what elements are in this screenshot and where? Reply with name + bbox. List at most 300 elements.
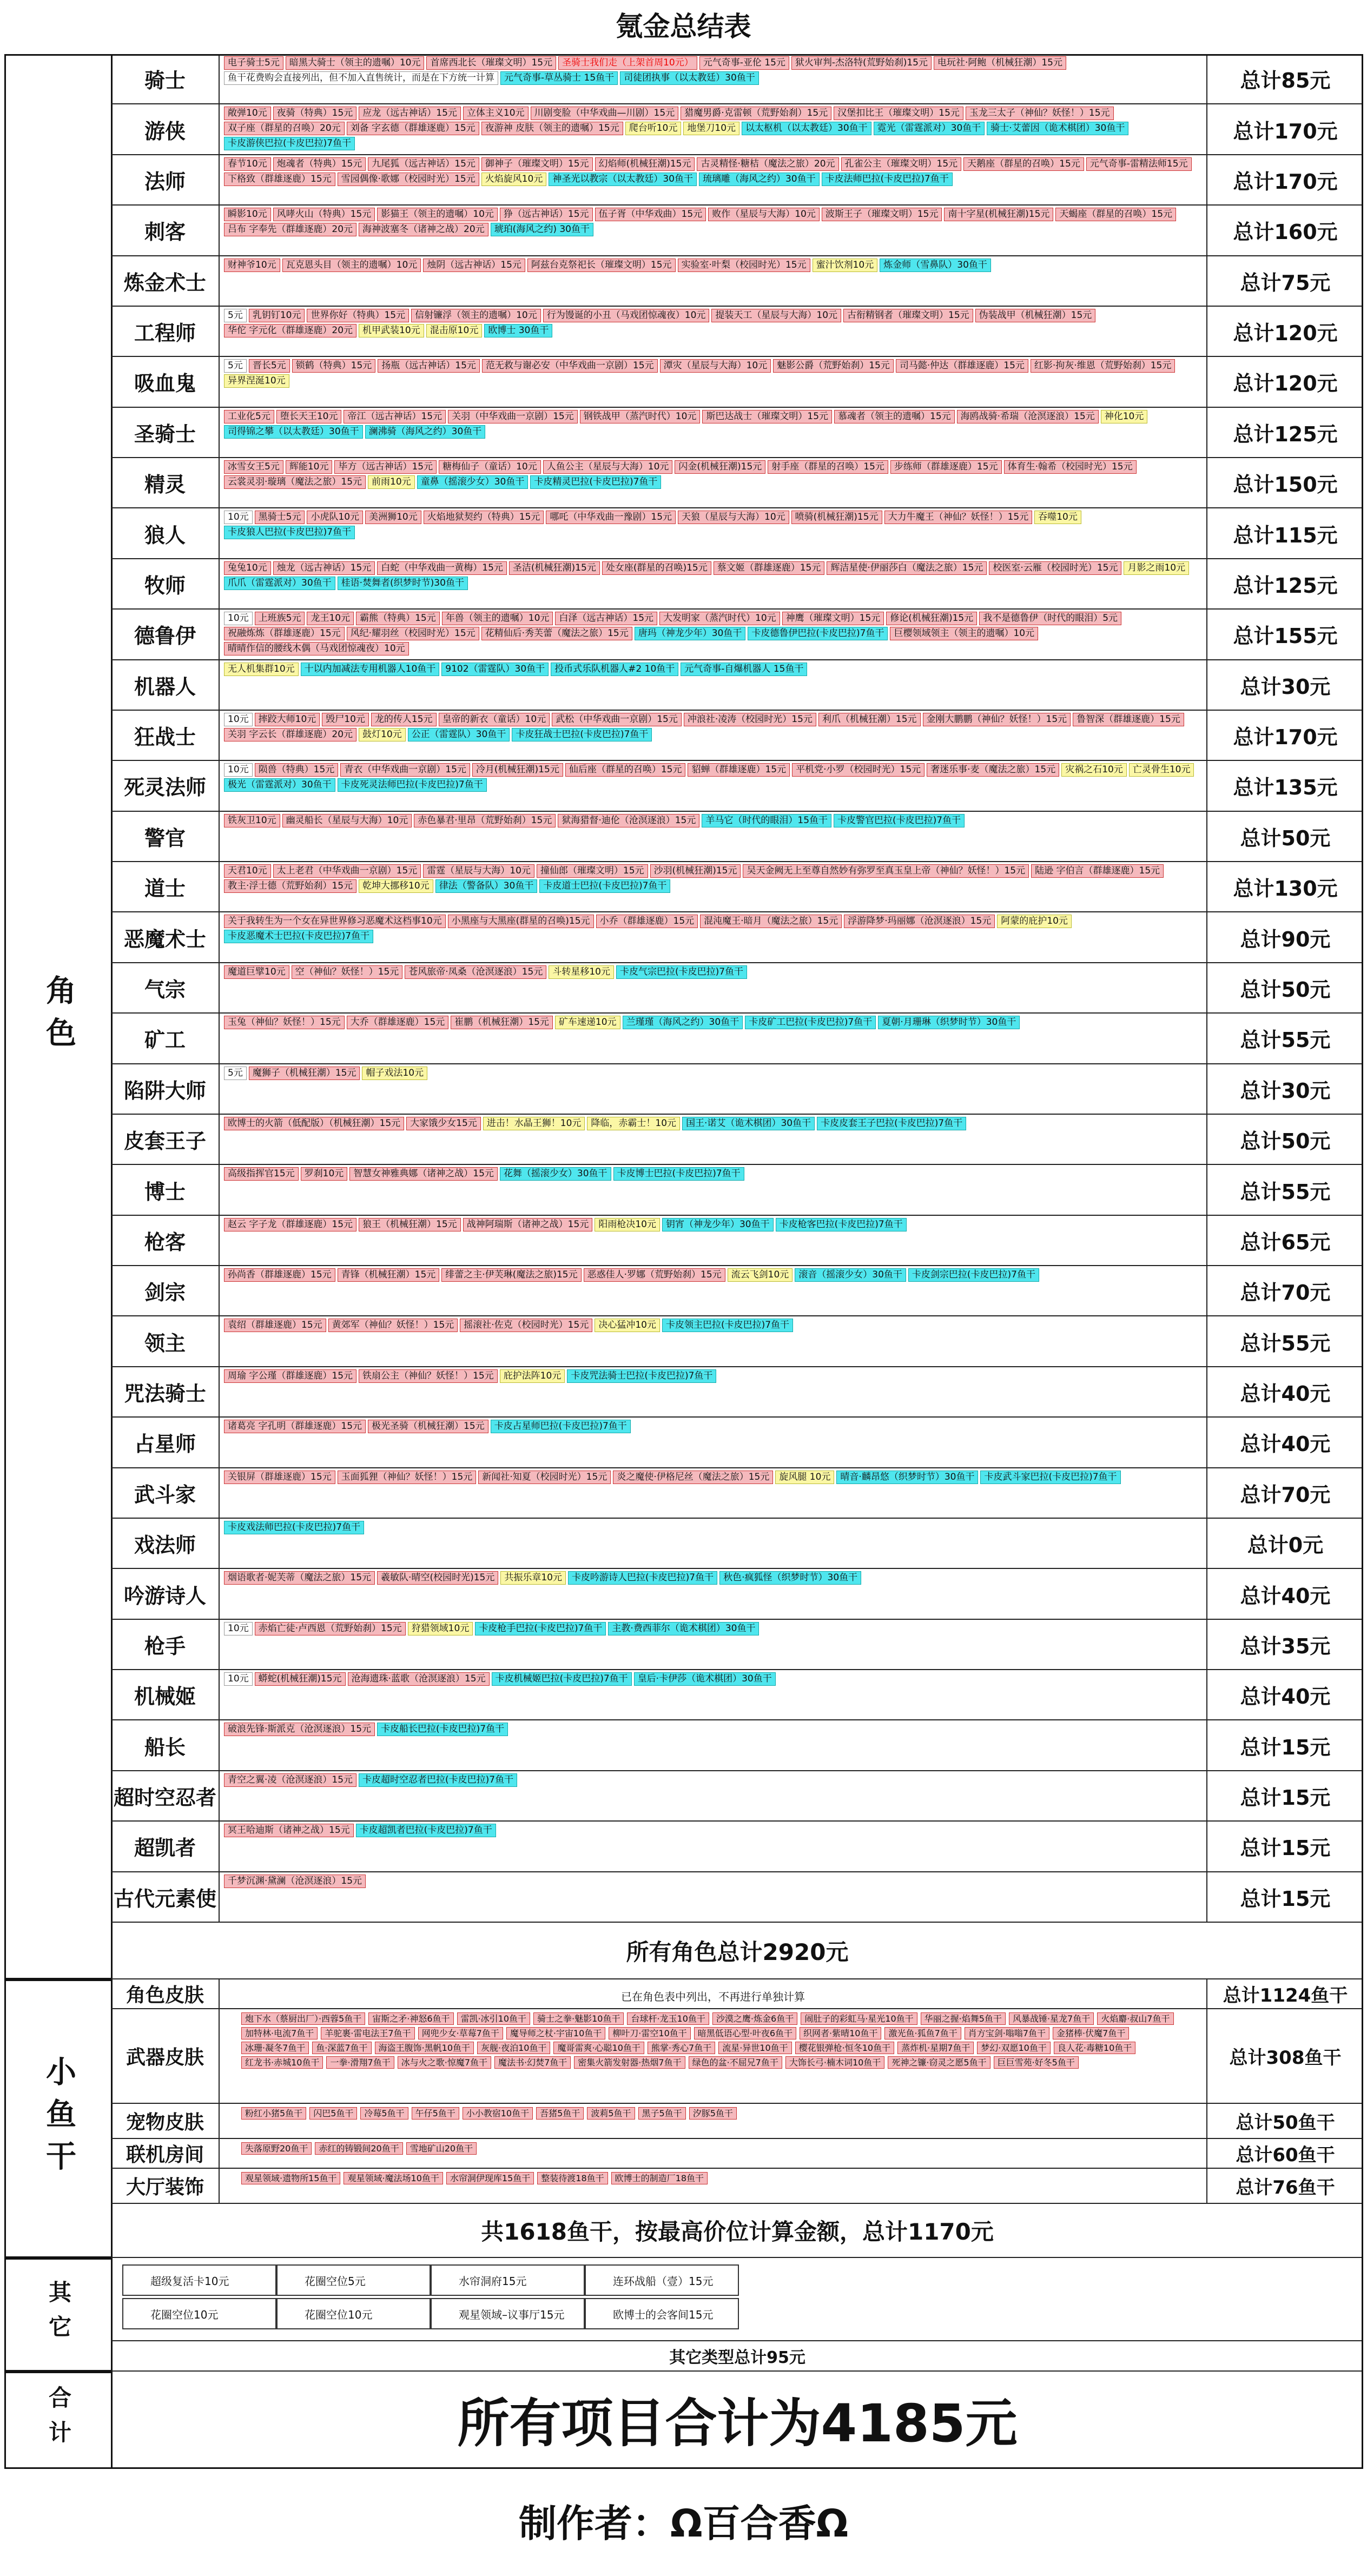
role-items	[220, 862, 1206, 911]
skin-item: 辉洁星使·伊丽莎白（魔法之旅）15元	[827, 561, 987, 575]
other-item: 欧博士的会客间15元	[585, 2298, 739, 2329]
role-total: 总计170元	[1206, 711, 1363, 760]
fish-item: 黑子5鱼干	[638, 2107, 686, 2120]
role-items	[220, 408, 1206, 457]
skin-item: 霸熊（特典）15元	[356, 612, 440, 625]
fish-total-cell: 总计50鱼干	[1206, 2104, 1363, 2138]
skin-item: 玉面狐狸（神仙？妖怪！）15元	[338, 1471, 477, 1484]
skin-item: 红影·拘灰·维恩（荒野始刹）15元	[1031, 359, 1175, 373]
fish-total-cell: 总计60鱼干	[1206, 2139, 1363, 2168]
skin-item: 龙王10元	[307, 612, 354, 625]
skin-item: 狰（远古神话）15元	[500, 208, 593, 221]
role-name: 剑宗	[111, 1266, 220, 1315]
skin-item: 乳钥钉10元	[249, 309, 305, 322]
skin-item: 大家饿少女15元	[406, 1117, 481, 1130]
role-items	[220, 1367, 1206, 1416]
skin-item: 狱火审判-杰洛特(荒野始刹)15元	[791, 56, 932, 70]
role-row	[111, 1014, 1363, 1064]
role-items	[220, 559, 1206, 608]
skin-item: 狱海猎督·迪伦（沧溟逐浪）15元	[558, 814, 699, 827]
skin-item: 蔡文姬（群雄逐鹿）15元	[714, 561, 825, 575]
fish-item: 波莉5鱼干	[587, 2107, 635, 2120]
fish-item: 一拳·滑翔7鱼干	[326, 2056, 394, 2069]
skin-item: 步练师（群雄逐鹿）15元	[890, 460, 1002, 474]
role-row	[111, 1216, 1363, 1266]
skin-item: 电子骑士5元	[224, 56, 283, 70]
skin-item: 世界你好（特典）15元	[307, 309, 409, 322]
skin-item: 关于我转生为一个女在异世界修习恶魔术这档事10元	[224, 915, 446, 928]
skin-item: 体育生·翰希（校园时光）15元	[1004, 460, 1137, 474]
fish-item: 午仔5鱼干	[412, 2107, 459, 2120]
role-name: 警官	[111, 812, 220, 861]
skin-item: 玉龙三太子（神仙？妖怪！）15元	[966, 107, 1114, 120]
skin-item: 卡皮警官巴拉(卡皮巴拉)7鱼干	[834, 814, 965, 827]
skin-item: 小乔（群雄逐鹿）15元	[596, 915, 698, 928]
skin-item: 鼓灯10元	[359, 728, 406, 741]
role-items	[220, 1216, 1206, 1265]
skin-item: 圣骑士我们走（上架首周10元）	[558, 56, 697, 70]
skin-item: 元气奇事-草丛骑士 15鱼干	[500, 71, 618, 85]
fish-item: 魔哥雷爽·心聪10鱼干	[553, 2042, 644, 2054]
skin-item: 川剧变脸（中华戏曲—川剧）15元	[531, 107, 679, 120]
role-name: 工程师	[111, 307, 220, 356]
fish-item: 巨巨雪苑·好冬5鱼干	[994, 2056, 1079, 2069]
role-row	[111, 1064, 1363, 1115]
skin-item: 闪金(机械狂潮)15元	[675, 460, 765, 474]
role-items	[220, 610, 1206, 659]
fish-item: 冰珊·凝冬7鱼干	[241, 2042, 309, 2054]
role-total: 总计85元	[1206, 54, 1363, 103]
skin-item: 卡皮剑宗巴拉(卡皮巴拉)7鱼干	[908, 1268, 1039, 1282]
skin-item: 天君10元	[224, 864, 271, 878]
role-items	[220, 508, 1206, 558]
skin-item: 破浪先锋·斯派克（沧溟逐浪）15元	[224, 1723, 375, 1736]
skin-item: 白泽（远古神话）15元	[555, 612, 657, 625]
skin-item: 元气奇事-雷精法师15元	[1086, 157, 1192, 171]
skin-item: 烛阴（远古神话）15元	[423, 259, 525, 272]
fish-item: 风暴战锤·星龙7鱼干	[1009, 2012, 1094, 2025]
role-total: 总计125元	[1206, 559, 1363, 608]
skin-item: 电玩社·阿鲍（机械狂潮）15元	[934, 56, 1066, 70]
role-row	[111, 1468, 1363, 1519]
role-total: 总计30元	[1206, 660, 1363, 710]
fish-items	[220, 2139, 1206, 2168]
fish-item: 沙漠之鹰·炼金6鱼干	[712, 2012, 797, 2025]
skin-item: 祝融炼炼（群雄逐鹿）15元	[224, 627, 345, 640]
skin-item: 卡皮狂战士巴拉(卡皮巴拉)7鱼干	[512, 728, 652, 741]
skin-item: 卡皮机械姬巴拉(卡皮巴拉)7鱼干	[492, 1672, 632, 1686]
grand-total: 所有项目合计为4185元	[111, 2372, 1363, 2469]
role-name: 咒法骑士	[111, 1367, 220, 1416]
skin-item: 太上老君（中华戏曲一京剧）15元	[273, 864, 421, 878]
role-total: 总计55元	[1206, 1316, 1363, 1366]
role-total: 总计40元	[1206, 1418, 1363, 1467]
skin-item: 诸葛亮 字孔明（群雄逐鹿）15元	[224, 1420, 366, 1433]
skin-item: 炎之魔使·伊格尼丝（魔法之旅）15元	[613, 1471, 773, 1484]
skin-item: 秋色·疯狐怪（织梦时节）30鱼干	[719, 1571, 861, 1585]
fish-row	[111, 2009, 1363, 2104]
role-row	[111, 761, 1363, 811]
role-base-price: 10元	[224, 1672, 253, 1686]
skin-item: 糖梅仙子（童话）10元	[439, 460, 541, 474]
skin-item: 关羽 字云长（群雄逐鹿）20元	[224, 728, 356, 741]
fish-category: 武器皮肤	[111, 2009, 220, 2103]
fish-item: 冰与火之歌·惊魔7鱼干	[398, 2056, 491, 2069]
fish-total-cell: 总计1124鱼干	[1206, 1979, 1363, 2008]
skin-item: 公正（雷霆队）30鱼干	[408, 728, 510, 741]
fish-item: 小小教宿10鱼干	[463, 2107, 533, 2120]
skin-item: 鱼干花费购会直接列出，但不加入直售统计，而是在下方统一计算	[224, 71, 498, 85]
skin-item: 扬瓶（远古神话）15元	[378, 359, 480, 373]
skin-item: 年兽（领主的遗嘱）10元	[442, 612, 553, 625]
skin-item: 提装天工（星辰与大海）10元	[711, 309, 841, 322]
skin-item: 琥珀(海风之约) 30鱼干	[491, 223, 593, 236]
skin-item: 卡皮船长巴拉(卡皮巴拉)7鱼干	[377, 1723, 508, 1736]
skin-item: 阿蒙的庇护10元	[997, 915, 1072, 928]
fish-item: 红龙书·赤城10鱼干	[241, 2056, 323, 2069]
role-row	[111, 1266, 1363, 1316]
role-total: 总计130元	[1206, 862, 1363, 911]
skin-item: 雷霆（星辰与大海）10元	[423, 864, 534, 878]
skin-item: 神鹰（璀璨文明）15元	[782, 612, 884, 625]
skin-item: 卡皮占星师巴拉(卡皮巴拉)7鱼干	[491, 1420, 631, 1433]
role-total: 总计15元	[1206, 1771, 1363, 1820]
skin-item: 华佗 字元化（群雄逐鹿）20元	[224, 324, 356, 337]
role-name: 吸血鬼	[111, 357, 220, 406]
skin-item: 关银屏（群雄逐鹿）15元	[224, 1471, 335, 1484]
skin-item: 白蛇（中华戏曲一黄梅）15元	[377, 561, 507, 575]
role-name: 牧师	[111, 559, 220, 608]
skin-item: 地堡刀10元	[683, 122, 739, 135]
role-row	[111, 357, 1363, 407]
skin-item: 卡皮超时空忍者巴拉(卡皮巴拉)7鱼干	[359, 1773, 517, 1787]
fish-note: 已在角色表中列出，不再进行单独计算	[621, 1990, 805, 2003]
skin-item: 沙羽(机械狂潮)15元	[650, 864, 741, 878]
skin-item: 毕方（远古神话）15元	[334, 460, 437, 474]
skin-item: 武松（中华戏曲一京剧）15元	[552, 713, 682, 726]
fish-item: 粉红小猪5鱼干	[241, 2107, 306, 2120]
role-items	[220, 912, 1206, 962]
skin-item: 射手座（群星的召唤）15元	[768, 460, 888, 474]
skin-item: 极光圣骑（机械狂潮）15元	[368, 1420, 488, 1433]
skin-item: 兔兔10元	[224, 561, 271, 575]
skin-item: 冲浪社·凌涛（校园时光）15元	[684, 713, 816, 726]
role-total: 总计90元	[1206, 912, 1363, 962]
role-row	[111, 1418, 1363, 1468]
role-items	[220, 104, 1206, 154]
role-total: 总计115元	[1206, 508, 1363, 558]
fish-category: 宠物皮肤	[111, 2104, 220, 2138]
skin-item: 新闻社·知夏（校园时光）15元	[478, 1471, 611, 1484]
skin-item: 大发明家（蒸汽时代）10元	[659, 612, 780, 625]
role-row	[111, 1165, 1363, 1215]
skin-item: 帽子戏法10元	[362, 1067, 427, 1080]
role-name: 船长	[111, 1720, 220, 1770]
fish-item: 赤红的铸锻间20鱼干	[315, 2142, 402, 2155]
skin-item: 冥王哈迪斯（诸神之战）15元	[224, 1824, 354, 1837]
skin-item: 异界涅涎10元	[224, 374, 289, 388]
skin-item: 卡皮道士巴拉(卡皮巴拉)7鱼干	[539, 879, 670, 893]
fish-item: 汐豚5鱼干	[689, 2107, 737, 2120]
role-row	[111, 1316, 1363, 1367]
role-row	[111, 155, 1363, 206]
skin-item: 崔鹏（机械狂潮）15元	[451, 1016, 553, 1029]
role-row	[111, 408, 1363, 458]
skin-item: 烟语歌者·妮芙蒂（魔法之旅）15元	[224, 1571, 375, 1585]
fish-item: 炮下水（蔡厨出厂）·西蓉5鱼干	[241, 2012, 365, 2025]
skin-item: 赤色暴君·里昂（荒野始刹）15元	[414, 814, 556, 827]
skin-item: 潭灾（星辰与大海）10元	[660, 359, 771, 373]
section-fish-label: 小鱼干	[4, 1979, 113, 2258]
skin-item: 唐玛（神龙少年）30鱼干	[635, 627, 746, 640]
skin-item: 人鱼公主（星辰与大海）10元	[543, 460, 673, 474]
skin-item: 亡灵骨生10元	[1129, 763, 1194, 777]
skin-item: 皇帝的新衣（童话）10元	[439, 713, 550, 726]
skin-item: 喷骑(机械狂潮)15元	[791, 511, 882, 524]
skin-item: 烛龙（远古神话）15元	[273, 561, 375, 575]
role-total: 总计170元	[1206, 155, 1363, 204]
fish-item: 雪地矿山20鱼干	[406, 2142, 477, 2155]
skin-item: 十以内加减法专用机器人10鱼干	[301, 663, 440, 676]
skin-item: 滚音（摇滚少女）30鱼干	[795, 1268, 906, 1282]
role-name: 枪手	[111, 1620, 220, 1669]
role-name: 博士	[111, 1165, 220, 1214]
role-total: 总计70元	[1206, 1468, 1363, 1518]
skin-item: 斯巴达战士（璀璨文明）15元	[702, 410, 832, 423]
skin-item: 天蝎座（群星的召唤）15元	[1055, 208, 1176, 221]
skin-item: 冷月(机械狂潮)15元	[472, 763, 563, 777]
role-total: 总计150元	[1206, 458, 1363, 507]
skin-item: 幽灵船长（星辰与大海）10元	[282, 814, 412, 827]
role-row	[111, 559, 1363, 610]
skin-item: 罗刹10元	[301, 1167, 348, 1181]
skin-item: 沧海遗珠·蓝歌（沧溟逐浪）15元	[348, 1672, 490, 1686]
role-name: 领主	[111, 1316, 220, 1366]
skin-item: 欧博士 30鱼干	[484, 324, 552, 337]
skin-item: 羊马它（时代的眼泪）15鱼干	[702, 814, 831, 827]
skin-item: 黑骑士5元	[255, 511, 305, 524]
skin-item: 影猫王（领主的遗嘱）10元	[377, 208, 498, 221]
skin-item: 天鹅座（群星的召唤）15元	[963, 157, 1084, 171]
role-total: 总计15元	[1206, 1822, 1363, 1871]
role-name: 圣骑士	[111, 408, 220, 457]
skin-item: 无人机集群10元	[224, 663, 299, 676]
fish-item: 肖方宝剑·嗡嗡7鱼干	[965, 2027, 1049, 2039]
skin-item: 龙的传人15元	[371, 713, 437, 726]
skin-item: 炼金师（雪鼻队）30鱼干	[880, 259, 991, 272]
fish-item: 闹肚子的彩虹马·星光10鱼干	[801, 2012, 917, 2025]
section-other-label: 其它	[4, 2258, 113, 2372]
skin-item: 卡皮超凯者巴拉(卡皮巴拉)7鱼干	[356, 1824, 496, 1837]
skin-item: 美洲狮10元	[365, 511, 421, 524]
role-row	[111, 1367, 1363, 1418]
skin-item: 摇滚社·佐克（校园时光）15元	[460, 1319, 592, 1332]
skin-item: 钢铁战甲（蒸汽时代）10元	[580, 410, 701, 423]
role-items	[220, 256, 1206, 306]
skin-item: 汉堡扣比王（璀璨文明）15元	[834, 107, 963, 120]
skin-item: 平机党·小罗（校园时光）15元	[792, 763, 924, 777]
skin-item: 赤焰亡徒·卢西恩（荒野始刹）15元	[255, 1622, 406, 1635]
role-items	[220, 1620, 1206, 1669]
skin-item: 大乔（群雄逐鹿）15元	[347, 1016, 449, 1029]
skin-item: 实验室·叶梨（校园时光）15元	[678, 259, 810, 272]
role-total: 总计15元	[1206, 1872, 1363, 1922]
other-table	[111, 2258, 1363, 2372]
skin-item: 以太枢机（以太教廷）30鱼干	[742, 122, 871, 135]
fish-items	[220, 2009, 1206, 2103]
skin-item: 兰瑾瑾（海风之约）30鱼干	[623, 1016, 743, 1029]
skin-item: 冰雪女王5元	[224, 460, 283, 474]
role-items	[220, 155, 1206, 204]
fish-total-cell: 总计308鱼干	[1206, 2009, 1363, 2103]
fish-items	[220, 2169, 1206, 2203]
role-items	[220, 206, 1206, 255]
role-total: 总计125元	[1206, 408, 1363, 457]
fish-item: 骑士之拳·魅影10鱼干	[533, 2012, 624, 2025]
skin-item: 古衔精钢者（璀璨文明）15元	[843, 309, 973, 322]
skin-item: 共振乐章10元	[500, 1571, 566, 1585]
skin-item: 投币式乐队机器人#2 10鱼干	[551, 663, 678, 676]
fish-item: 梦幻·双愿10鱼干	[977, 2042, 1050, 2054]
skin-item: 卡皮游侠巴拉(卡皮巴拉)7鱼干	[224, 137, 355, 150]
fish-total-cell: 总计76鱼干	[1206, 2169, 1363, 2203]
role-items	[220, 357, 1206, 406]
role-items	[220, 711, 1206, 760]
skin-item: 帝江（远古神话）15元	[344, 410, 446, 423]
skin-item: 琉璃雕（海风之约）30鱼干	[699, 173, 820, 186]
fish-row	[111, 2169, 1363, 2204]
skin-item: 狼王（机械狂潮）15元	[359, 1218, 461, 1231]
skin-item: 首席西北长（璀璨文明）15元	[426, 56, 556, 70]
skin-item: 恶惑佳人·罗娜（荒野始刹）15元	[584, 1268, 725, 1282]
skin-item: 苍风旅帝·凤桑（沧溟逐浪）15元	[405, 965, 546, 979]
role-items	[220, 1569, 1206, 1618]
skin-item: 桂语·焚舞者(织梦时节)30鱼干	[338, 577, 468, 590]
role-row	[111, 104, 1363, 155]
skin-item: 双子座（群星的召唤）20元	[224, 122, 345, 135]
skin-item: 大力牛魔王（神仙？妖怪！）15元	[884, 511, 1033, 524]
fish-item: 柳叶刀·雷空10鱼干	[609, 2027, 690, 2039]
role-total: 总计70元	[1206, 1266, 1363, 1315]
skin-item: 卡皮戏法师巴拉(卡皮巴拉)7鱼干	[224, 1521, 364, 1534]
fish-item: 水帘洞伊现库15鱼干	[446, 2172, 534, 2184]
role-name: 武斗家	[111, 1468, 220, 1518]
skin-item: 巨樱领域领主（领主的遗嘱）10元	[890, 627, 1038, 640]
other-item: 连环战船（壹）15元	[585, 2264, 739, 2296]
skin-item: 皇后·卡伊莎（诡术棋团）30鱼干	[634, 1672, 776, 1686]
skin-item: 混击原10元	[426, 324, 483, 337]
skin-item: 战神阿瑞斯（诸神之战）15元	[463, 1218, 593, 1231]
fish-item: 海盗王腹饰·黑帆10鱼干	[375, 2042, 474, 2054]
role-name: 道士	[111, 862, 220, 911]
role-name: 法师	[111, 155, 220, 204]
skin-item: 机甲武装10元	[359, 324, 424, 337]
skin-item: 风纪·耀羽丝（校园时光）15元	[347, 627, 479, 640]
role-row	[111, 711, 1363, 761]
role-items	[220, 812, 1206, 861]
role-row	[111, 1872, 1363, 1923]
skin-item: 卡皮精灵巴拉(卡皮巴拉)7鱼干	[530, 475, 661, 489]
skin-item: 瓦克恩头目（领主的遗嘱）10元	[282, 259, 421, 272]
skin-item: 童鼻（摇滚少女）30鱼干	[417, 475, 529, 489]
skin-item: 司得锦之攀（以太教廷）30鱼干	[224, 425, 363, 439]
role-items	[220, 1720, 1206, 1770]
fish-item: 华丽之握·焰舞5鱼干	[921, 2012, 1006, 2025]
fish-item: 羊驼裹·雷电法王7鱼干	[321, 2027, 414, 2039]
role-total: 总计170元	[1206, 104, 1363, 154]
role-total: 总计55元	[1206, 1165, 1363, 1214]
skin-item: 千梦沉渊·黛澜（沧溟逐浪）15元	[224, 1875, 366, 1888]
skin-item: 鲁智深（群雄逐鹿）15元	[1073, 713, 1184, 726]
skin-item: 吞噬10元	[1034, 511, 1081, 524]
skin-item: 卡皮气宗巴拉(卡皮巴拉)7鱼干	[616, 965, 747, 979]
skin-item: 庇护法阵10元	[500, 1369, 565, 1383]
role-items	[220, 1822, 1206, 1871]
skin-item: 卡皮领主巴拉(卡皮巴拉)7鱼干	[662, 1319, 793, 1332]
skin-item: 青锋（机械狂潮）15元	[338, 1268, 440, 1282]
skin-item: 阿兹台克祭祀长（璀璨文明）15元	[527, 259, 676, 272]
skin-item: 火焰旋风10元	[481, 173, 547, 186]
role-name: 狂战士	[111, 711, 220, 760]
fish-item: 织网者·紫晴10鱼干	[800, 2027, 881, 2039]
skin-item: 哪吒（中华戏曲一豫剧）15元	[546, 511, 676, 524]
role-name: 刺客	[111, 206, 220, 255]
skin-item: 天狼（星辰与大海）10元	[678, 511, 789, 524]
role-name: 陷阱大师	[111, 1064, 220, 1114]
role-row	[111, 862, 1363, 912]
role-name: 古代元素使	[111, 1872, 220, 1922]
fish-total: 共1618鱼干，按最高价位计算金额，总计1170元	[111, 2204, 1363, 2258]
section-total-label: 合计	[4, 2372, 113, 2469]
other-item: 水帘洞府15元	[431, 2264, 585, 2296]
fish-item: 观星领域·遗物所15鱼干	[241, 2172, 340, 2184]
role-base-price: 5元	[224, 309, 247, 322]
skin-item: 晋长5元	[249, 359, 290, 373]
skin-item: 御神子（璀璨文明）15元	[481, 157, 593, 171]
fish-item: 熊掌·秀心7鱼干	[648, 2042, 715, 2054]
skin-item: 卡皮咒法骑士巴拉(卡皮巴拉)7鱼干	[567, 1369, 716, 1383]
skin-item: 处女座(群星的召唤)15元	[602, 561, 711, 575]
role-row	[111, 912, 1363, 963]
role-row	[111, 256, 1363, 307]
skin-item: 狩猎领域10元	[408, 1622, 473, 1635]
role-name: 气宗	[111, 963, 220, 1012]
role-base-price: 10元	[224, 612, 253, 625]
skin-item: 卡皮矿工巴拉(卡皮巴拉)7鱼干	[745, 1016, 876, 1029]
role-total: 总计160元	[1206, 206, 1363, 255]
fish-item: 绿色的盆·不屈兄7鱼干	[689, 2056, 782, 2069]
skin-item: 海鸥战骑·希瑞（沧溟逐浪）15元	[957, 410, 1099, 423]
skin-item: 南十字星(机械狂潮)15元	[944, 208, 1053, 221]
skin-item: 降临，赤霸士！10元	[587, 1117, 680, 1130]
role-total: 总计0元	[1206, 1519, 1363, 1568]
role-name: 占星师	[111, 1418, 220, 1467]
skin-item: 锁鹤（特典）15元	[292, 359, 376, 373]
role-items	[220, 1872, 1206, 1922]
skin-item: 波斯王子（璀璨文明）15元	[822, 208, 942, 221]
role-total: 总计65元	[1206, 1216, 1363, 1265]
skin-item: 信射镰浮（领主的遗嘱）10元	[411, 309, 541, 322]
role-items	[220, 761, 1206, 810]
role-row	[111, 54, 1363, 104]
skin-item: 阳雨枪决10元	[595, 1218, 660, 1231]
skin-item: 伪装战甲（机械狂潮）15元	[975, 309, 1096, 322]
skin-item: 混沌魔王·暗月（魔法之旅）15元	[700, 915, 842, 928]
role-name: 戏法师	[111, 1519, 220, 1568]
skin-item: 袁绍（群雄逐鹿）15元	[224, 1319, 326, 1332]
skin-item: 陨兽（特典）15元	[255, 763, 339, 777]
fish-item: 欧博士的制造厂18鱼干	[611, 2172, 708, 2184]
